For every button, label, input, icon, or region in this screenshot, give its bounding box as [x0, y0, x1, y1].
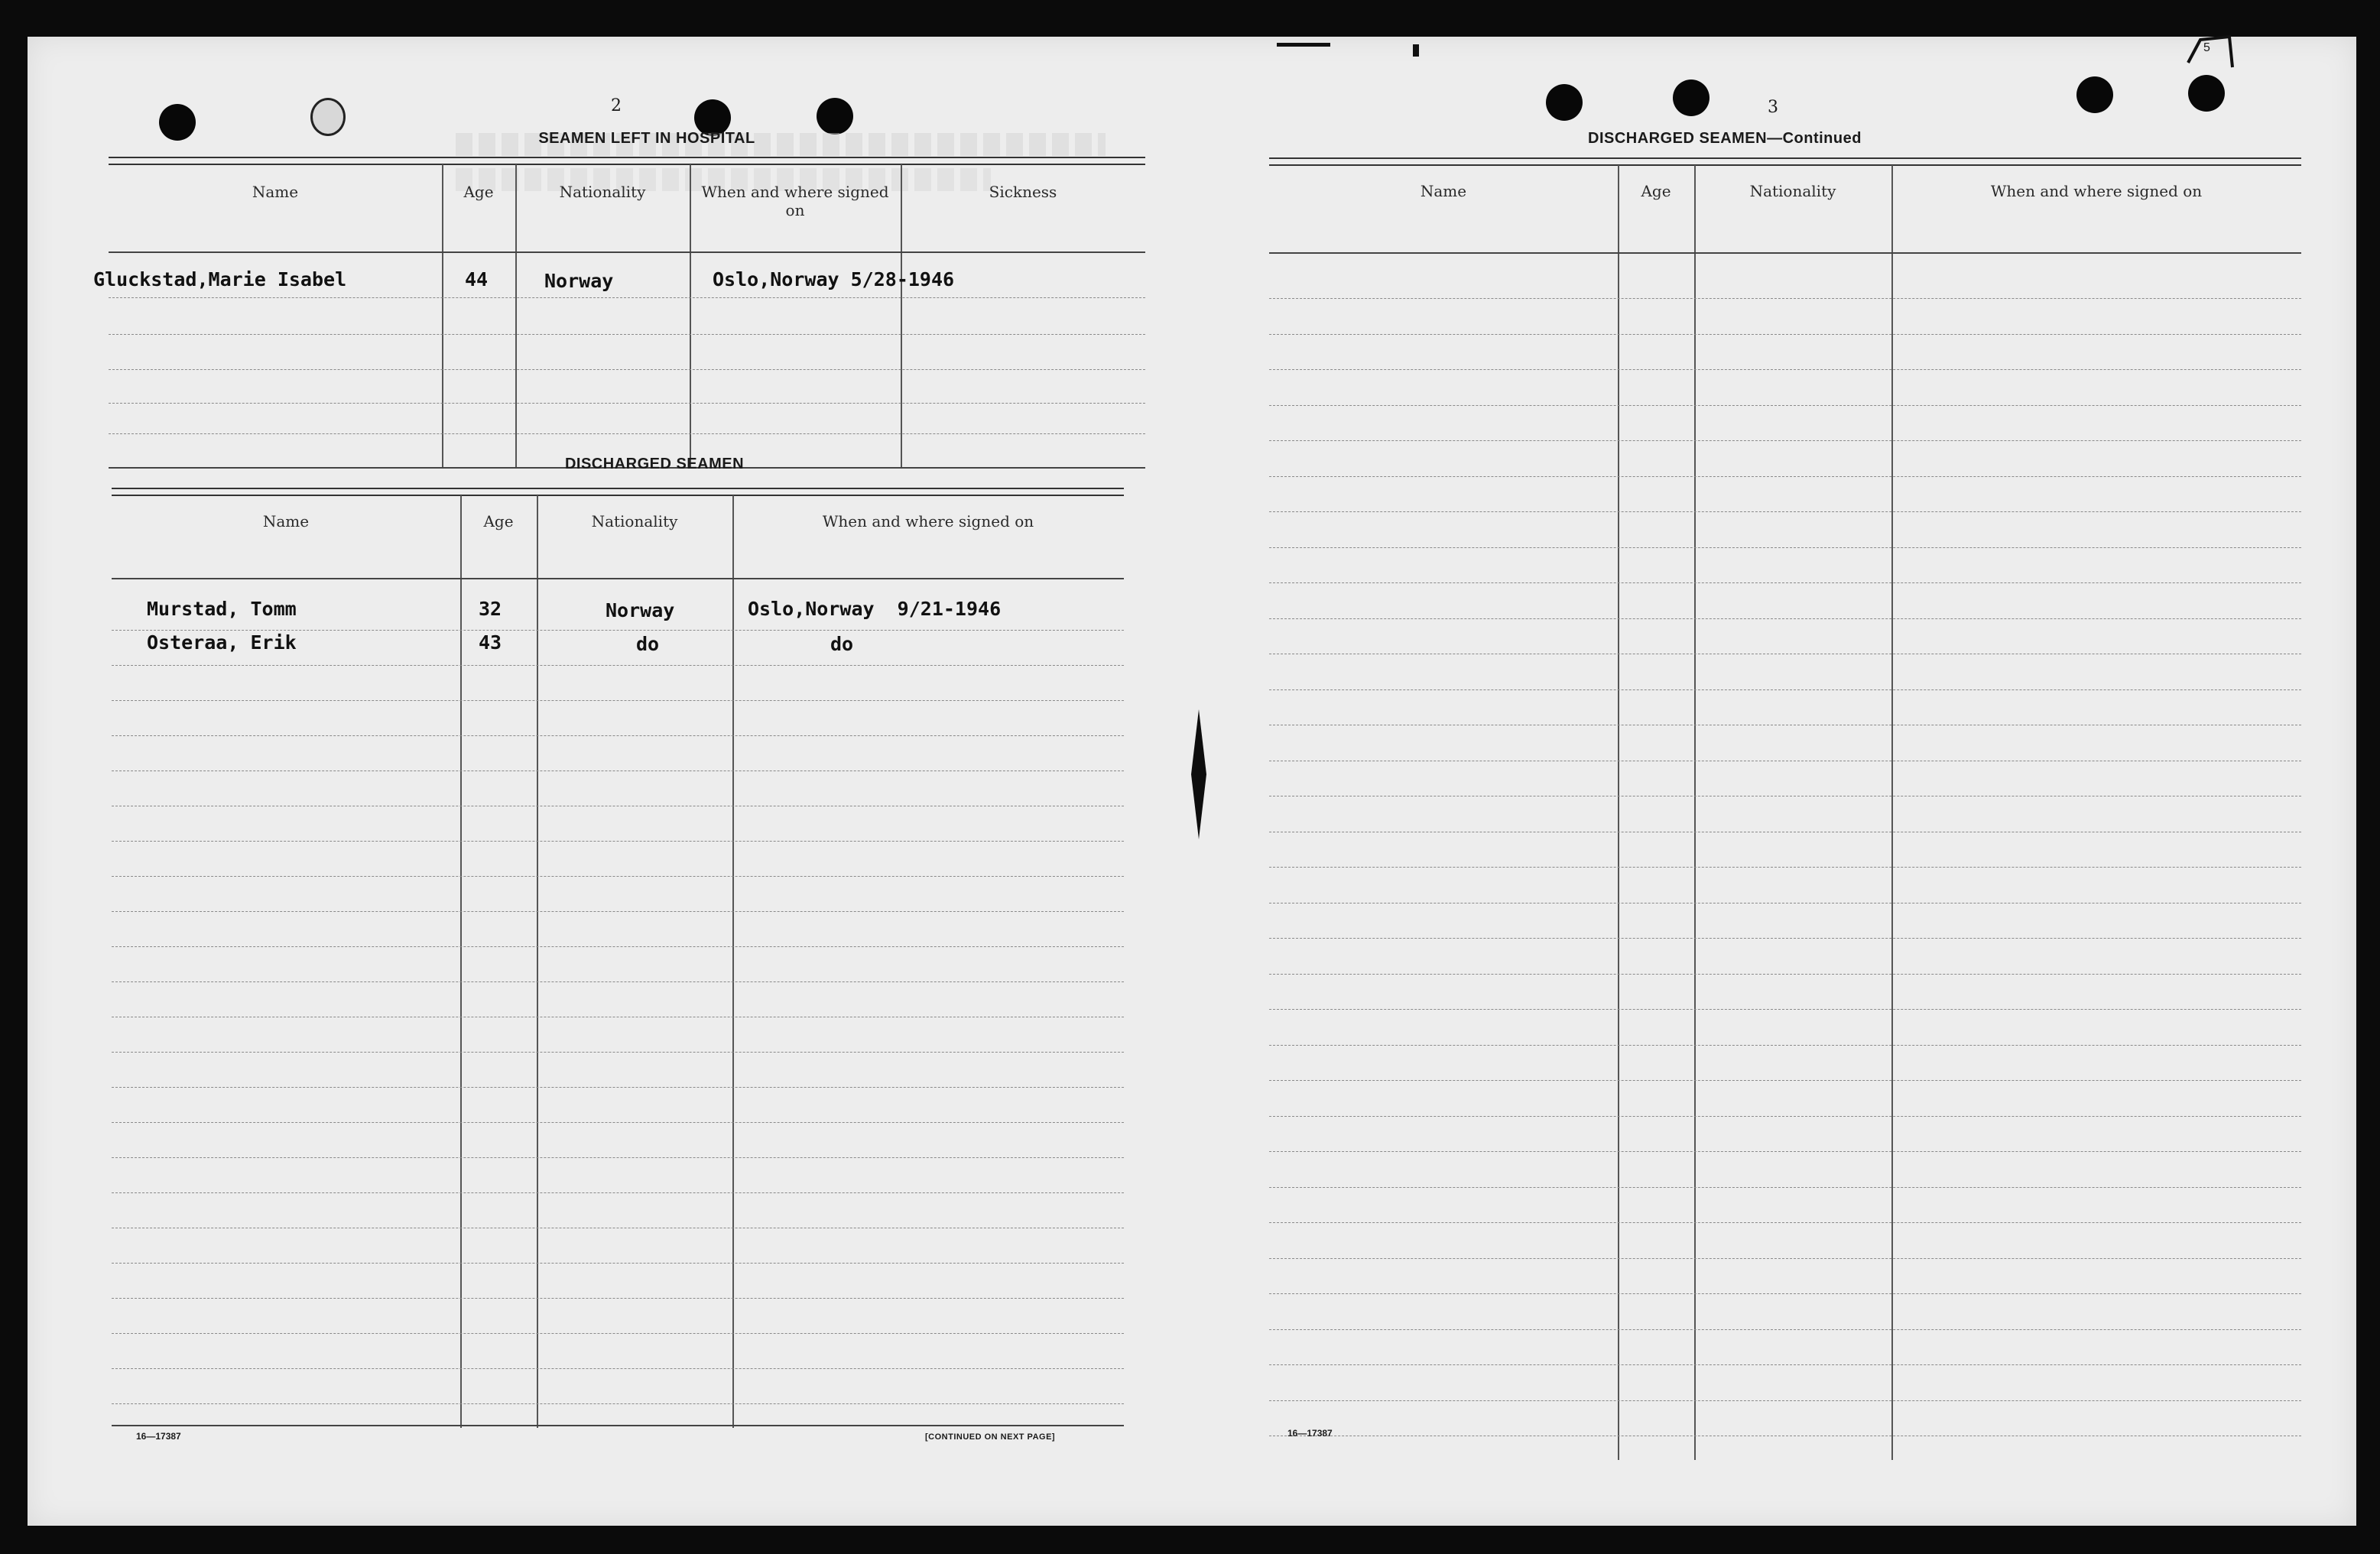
form-number: 16—17387: [136, 1431, 181, 1442]
discharged-name-cell: Murstad, Tomm: [147, 598, 297, 620]
column-divider: [442, 164, 443, 469]
table-row-line: [109, 433, 1145, 434]
punch-hole: [2076, 76, 2113, 113]
column-divider: [901, 164, 902, 469]
document-sheet: [28, 37, 2356, 1526]
hospital-age-cell: 44: [465, 268, 489, 290]
punch-hole: [817, 98, 853, 135]
table-row-line: [1269, 547, 2301, 548]
column-header: Nationality: [1749, 182, 1836, 200]
header-underline: [1269, 252, 2301, 254]
table-row-line: [1269, 867, 2301, 868]
section-title: DISCHARGED SEAMEN: [564, 456, 745, 472]
table-row-line: [1269, 511, 2301, 512]
table-row-line: [1269, 1364, 2301, 1365]
hospital-nationality-cell: Norway: [544, 270, 614, 292]
table-row-line: [1269, 369, 2301, 370]
table-row-line: [112, 630, 1124, 631]
table-row-line: [1269, 1009, 2301, 1010]
table-row-line: [112, 665, 1124, 666]
page-number: 2: [611, 96, 622, 115]
column-header: When and where signed on: [1990, 182, 2203, 200]
punch-hole: [1673, 79, 1710, 116]
punch-hole: [159, 104, 196, 141]
table-row-line: [1269, 689, 2301, 690]
column-header: Nationality: [559, 183, 646, 201]
discharged-nationality-cell: do: [636, 633, 660, 655]
table-row-line: [1269, 405, 2301, 406]
column-divider: [732, 495, 734, 1428]
table-row-line: [1269, 1187, 2301, 1188]
table-row-line: [1269, 1080, 2301, 1081]
column-header: When and where signed on: [822, 512, 1034, 530]
table-row-line: [1269, 938, 2301, 939]
column-divider: [537, 495, 538, 1428]
table-row-line: [112, 1052, 1124, 1053]
column-divider: [1618, 165, 1619, 1460]
table-row-line: [112, 946, 1124, 947]
table-row-line: [112, 1192, 1124, 1193]
section-title: DISCHARGED SEAMEN—Continued: [1588, 130, 1862, 147]
table-row-line: [112, 1087, 1124, 1088]
table-row-line: [112, 700, 1124, 701]
table-row-line: [1269, 1116, 2301, 1117]
fold-marker-icon: [1184, 709, 1214, 839]
column-divider: [1694, 165, 1696, 1460]
table-row-line: [1269, 476, 2301, 477]
header-underline: [109, 251, 1145, 253]
table-row-line: [1269, 1222, 2301, 1223]
table-top-rule: [1269, 157, 2301, 166]
table-row-line: [1269, 334, 2301, 335]
discharged-signed-on-cell: do: [830, 633, 854, 655]
table-row-line: [1269, 440, 2301, 441]
column-divider: [1891, 165, 1893, 1460]
discharged-name-cell: Osteraa, Erik: [147, 631, 297, 654]
table-top-rule: [109, 157, 1145, 165]
handwritten-mark-text: 5: [2203, 41, 2210, 54]
table-row-line: [112, 1298, 1124, 1299]
table-row-line: [112, 1122, 1124, 1123]
top-dash-mark: [1413, 44, 1419, 57]
table-row-line: [1269, 1151, 2301, 1152]
form-number: 16—17387: [1287, 1428, 1333, 1439]
column-divider: [460, 495, 462, 1428]
table-row-line: [112, 735, 1124, 736]
table-row-line: [1269, 1258, 2301, 1259]
table-row-line: [109, 334, 1145, 335]
section-title: SEAMEN LEFT IN HOSPITAL: [538, 130, 755, 147]
column-header: Age: [1641, 182, 1671, 200]
discharged-nationality-cell: Norway: [606, 599, 675, 621]
column-header: When and where signed on: [701, 183, 889, 219]
discharged-continued-table: [1269, 157, 2301, 1460]
top-dash-mark: [1277, 43, 1330, 47]
table-row-line: [112, 876, 1124, 877]
table-row-line: [112, 1403, 1124, 1404]
discharged-signed-on-cell: Oslo,Norway 9/21-1946: [748, 598, 1002, 620]
handwritten-mark: [2185, 32, 2239, 75]
table-row-line: [1269, 974, 2301, 975]
discharged-age-cell: 43: [479, 631, 502, 654]
column-divider: [515, 164, 517, 469]
header-underline: [112, 578, 1124, 579]
table-row-line: [1269, 1329, 2301, 1330]
column-header: Age: [483, 512, 514, 530]
continued-note: [CONTINUED ON NEXT PAGE]: [925, 1432, 1056, 1442]
table-row-line: [1269, 582, 2301, 583]
table-row-line: [112, 981, 1124, 982]
table-row-line: [1269, 618, 2301, 619]
table-row-line: [109, 369, 1145, 370]
table-row-line: [112, 1333, 1124, 1334]
column-header: Age: [463, 183, 494, 201]
table-row-line: [112, 1368, 1124, 1369]
hospital-table: [93, 157, 1145, 469]
table-row-line: [1269, 1045, 2301, 1046]
table-top-rule: [112, 488, 1124, 496]
column-header: Name: [252, 183, 299, 201]
hospital-name-cell: Gluckstad,Marie Isabel: [93, 268, 347, 290]
hospital-signed-on-cell: Oslo,Norway 5/28-1946: [713, 268, 955, 290]
table-bottom-rule: [112, 1425, 1124, 1426]
table-row-line: [112, 1263, 1124, 1264]
column-header: Name: [262, 512, 310, 530]
table-row-line: [112, 1157, 1124, 1158]
table-row-line: [109, 297, 1145, 298]
discharged-age-cell: 32: [479, 598, 502, 620]
table-row-line: [1269, 1293, 2301, 1294]
column-header: Sickness: [989, 183, 1057, 201]
page-number: 3: [1768, 98, 1778, 117]
table-row-line: [1269, 903, 2301, 904]
discharged-table: [112, 488, 1124, 1428]
punch-hole: [310, 98, 346, 136]
table-row-line: [1269, 298, 2301, 299]
table-row-line: [109, 403, 1145, 404]
punch-hole: [1546, 84, 1583, 121]
column-header: Name: [1420, 182, 1467, 200]
table-row-line: [112, 911, 1124, 912]
table-row-line: [1269, 1400, 2301, 1401]
table-row-line: [112, 841, 1124, 842]
column-header: Nationality: [591, 512, 678, 530]
punch-hole: [2188, 75, 2225, 112]
